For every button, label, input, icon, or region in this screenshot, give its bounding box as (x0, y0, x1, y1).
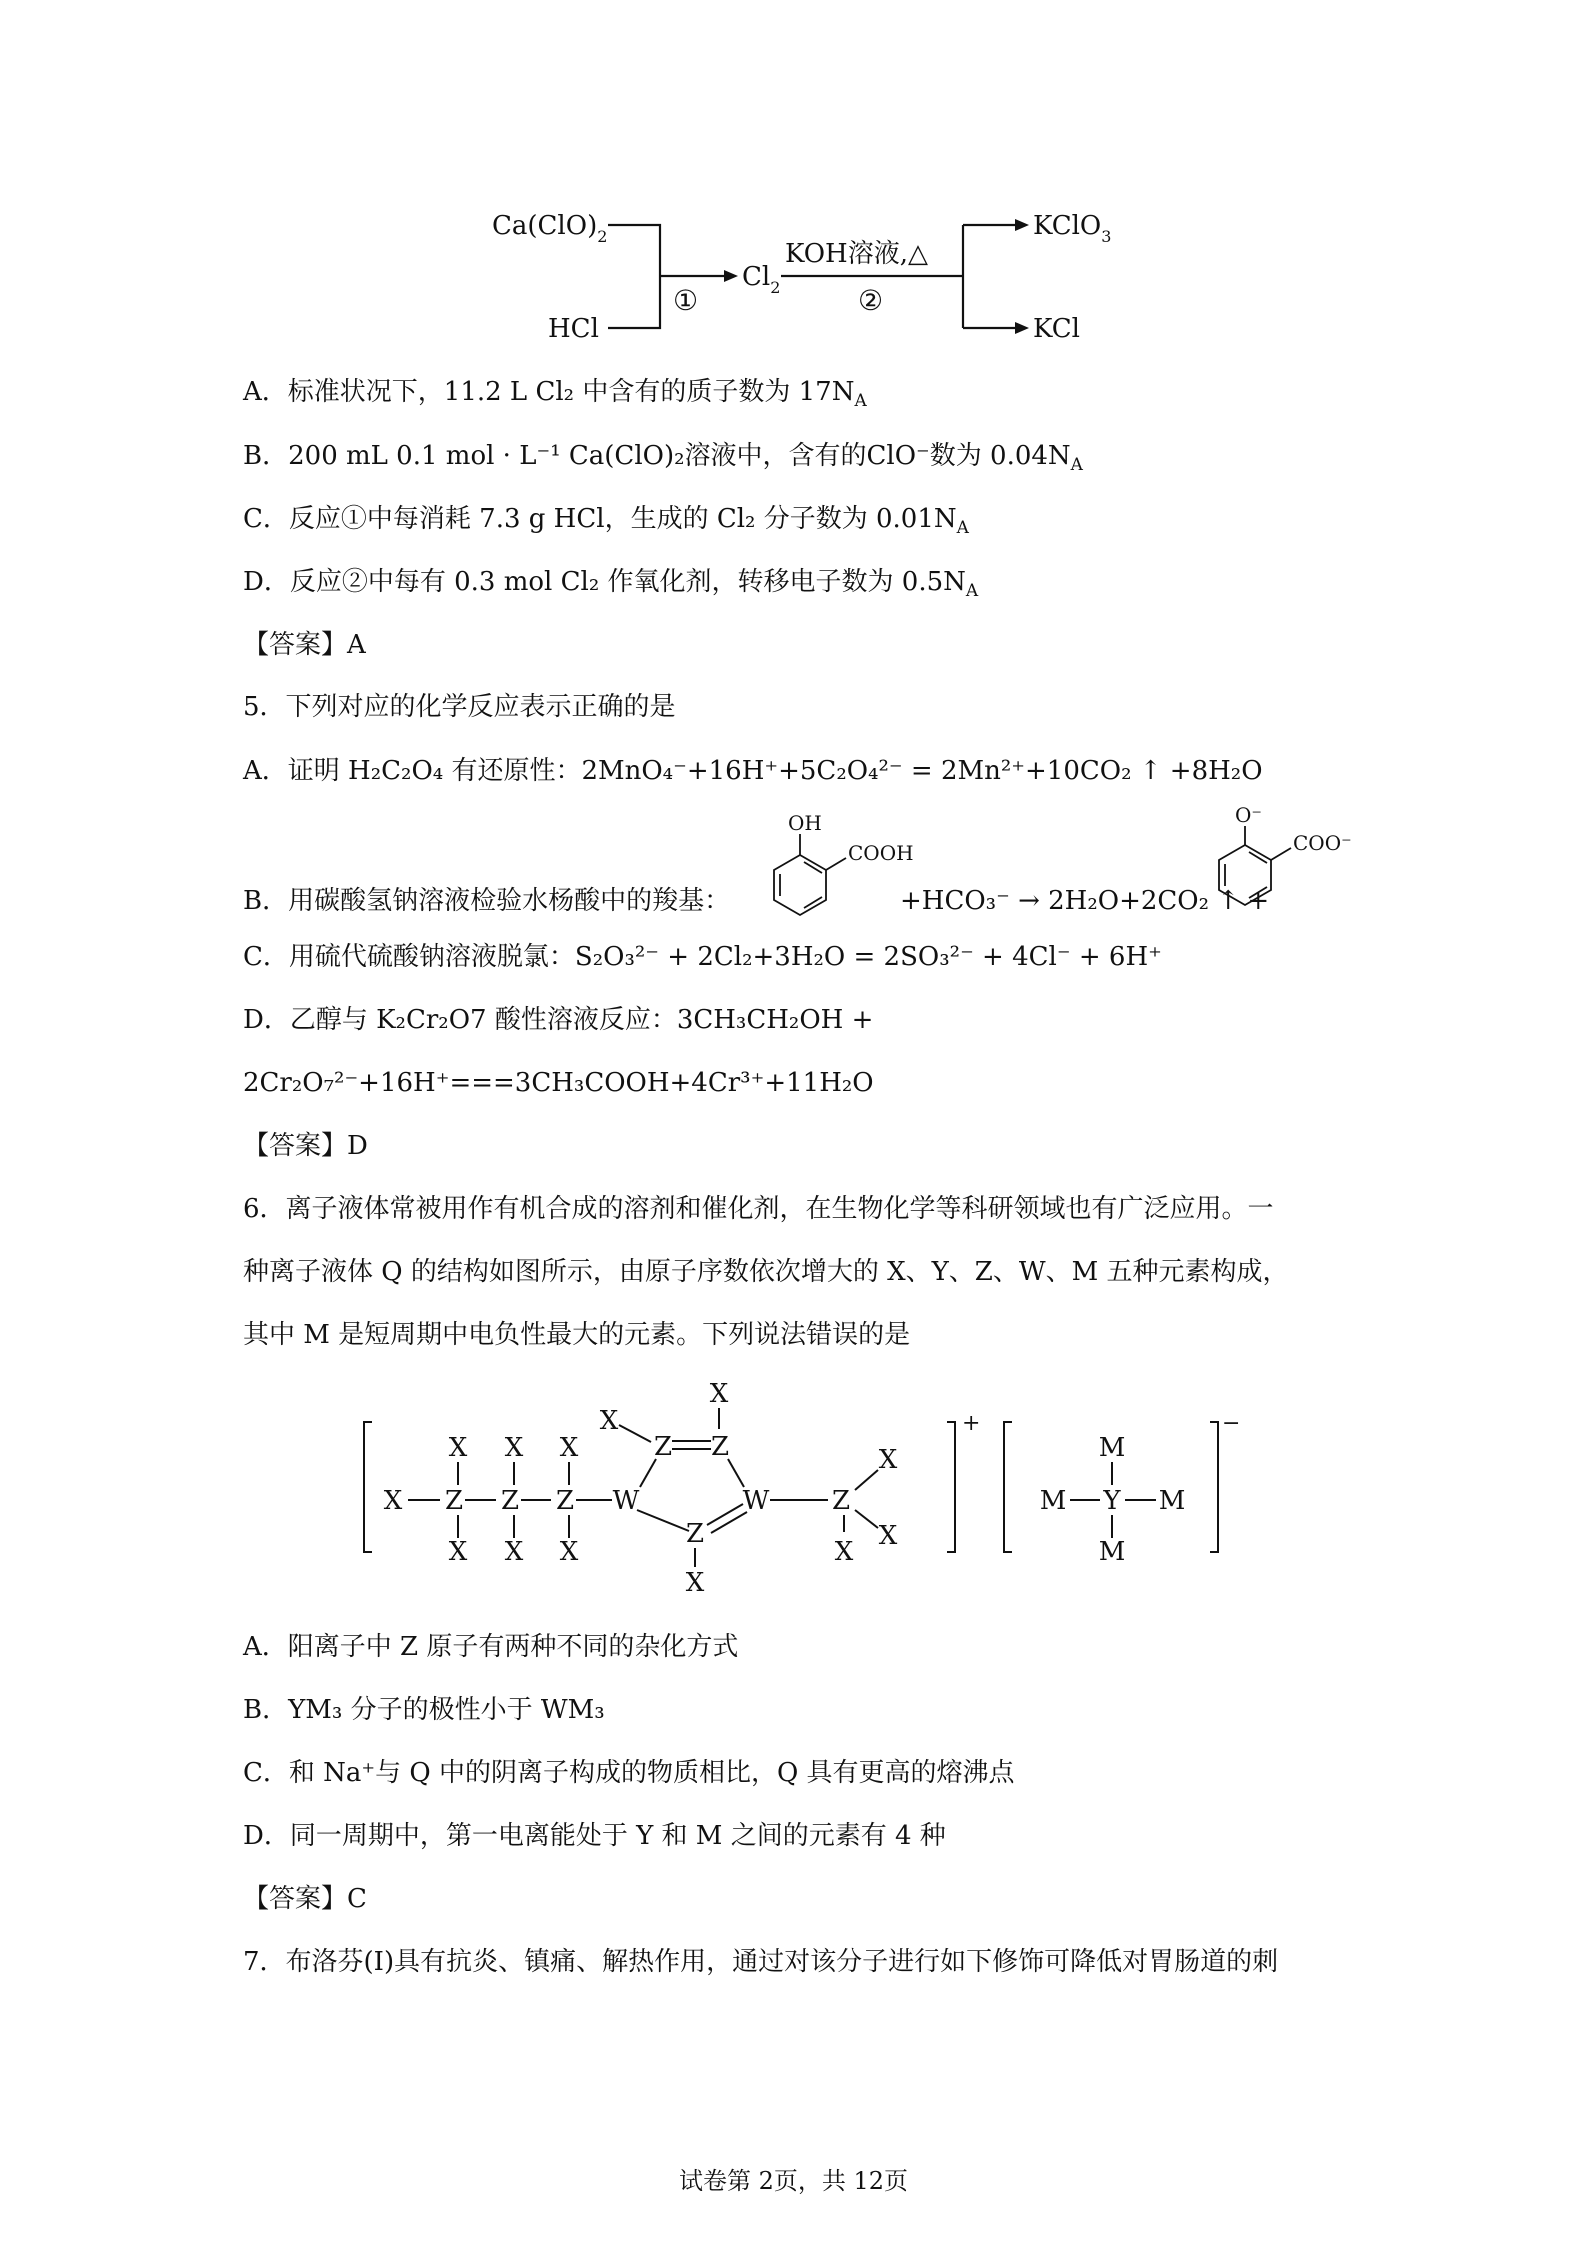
salicylate-structure (1205, 800, 1380, 920)
atom-x: X (878, 1521, 898, 1551)
q7-stem: 7．布洛芬(I)具有抗炎、镇痛、解热作用，通过对该分子进行如下修饰可降低对胃肠道的刺 (243, 1947, 1279, 1977)
reactant-hcl: HCl (548, 314, 599, 344)
q6-stem-line2: 种离子液体 Q 的结构如图所示，由原子序数依次增大的 X、Y、Z、W、M 五种元素构成， (243, 1257, 1289, 1287)
atom-z: Z (653, 1432, 673, 1462)
q6-option-d: D．同一周期中，第一电离能处于 Y 和 M 之间的元素有 4 种 (243, 1821, 946, 1851)
reaction-scheme-diagram (480, 200, 1120, 350)
q6-stem-line1: 6．离子液体常被用作有机合成的溶剂和催化剂，在生物化学等科研领域也有广泛应用。一 (243, 1194, 1274, 1224)
atom-z: Z (500, 1486, 520, 1516)
atom-x: X (504, 1537, 524, 1567)
atom-z: Z (710, 1432, 730, 1462)
atom-z: Z (831, 1486, 851, 1516)
ominus-group-label: O⁻ (1235, 803, 1262, 827)
atom-x: X (448, 1433, 468, 1463)
atom-m: M (1098, 1537, 1126, 1567)
ionic-liquid-structure (350, 1370, 1250, 1610)
step-1-label: ① (673, 284, 699, 317)
atom-w: W (742, 1486, 770, 1516)
q4-option-b: B．200 mL 0.1 mol · L⁻¹ Ca(ClO)₂溶液中，含有的ClO⁻数为 $0.04N_A$ (243, 441, 1083, 476)
salicylic-acid-structure (760, 810, 920, 920)
page-footer: 试卷第 2页，共 12页 (678, 2167, 909, 2195)
q6-option-b: B．YM₃ 分子的极性小于 WM₃ (243, 1695, 605, 1725)
atom-m: M (1098, 1433, 1126, 1463)
atom-m: M (1039, 1486, 1067, 1516)
reactant-caclo2: $Ca(ClO)_2$ (492, 211, 608, 246)
coominus-group-label: COO⁻ (1293, 831, 1352, 855)
q5-option-c: C．用硫代硫酸钠溶液脱氯：S₂O₃²⁻ + 2Cl₂+3H₂O = 2SO₃²⁻ + 4Cl⁻ + 6H⁺ (243, 942, 1162, 972)
atom-x: X (559, 1433, 579, 1463)
reaction-condition: KOH溶液,△ (785, 239, 928, 269)
atom-x: X (599, 1406, 619, 1436)
atom-x: X (559, 1537, 579, 1567)
q5-option-b-equation: +HCO₃⁻ → 2H₂O+2CO₂ ↑ + (900, 886, 1270, 916)
q6-option-a: A．阳离子中 Z 原子有两种不同的杂化方式 (243, 1632, 739, 1662)
q4-option-d: D．反应②中每有 0.3 mol Cl₂ 作氧化剂，转移电子数为 $0.5N_A$ (243, 567, 979, 602)
intermediate-cl2: $Cl_2$ (742, 262, 781, 297)
atom-m: M (1158, 1486, 1186, 1516)
atom-x: X (878, 1445, 898, 1475)
product-kcl: KCl (1033, 314, 1080, 344)
anion-charge: − (1222, 1411, 1241, 1436)
atom-x: X (383, 1486, 403, 1516)
q5-option-d-line2: 2Cr₂O₇²⁻+16H⁺===3CH₃COOH+4Cr³⁺+11H₂O (243, 1068, 874, 1098)
atom-w: W (612, 1486, 640, 1516)
oh-group-label: OH (788, 811, 822, 835)
q4-answer: 【答案】A (243, 630, 366, 660)
atom-x: X (448, 1537, 468, 1567)
q4-option-a: A．标准状况下，11.2 L Cl₂ 中含有的质子数为 $17N_A$ (243, 377, 867, 412)
q4-option-c: C．反应①中每消耗 7.3 g HCl，生成的 Cl₂ 分子数为 $0.01N_A$ (243, 504, 969, 539)
atom-z: Z (685, 1519, 705, 1549)
q5-option-a: A．证明 H₂C₂O₄ 有还原性：2MnO₄⁻+16H⁺+5C₂O₄²⁻ = 2Mn²⁺+10CO₂ ↑ +8H₂O (243, 756, 1263, 786)
q5-option-b-prefix: B．用碳酸氢钠溶液检验水杨酸中的羧基： (243, 886, 731, 916)
cooh-group-label: COOH (848, 841, 914, 865)
q5-option-d-line1: D．乙醇与 K₂Cr₂O7 酸性溶液反应：3CH₃CH₂OH + (243, 1005, 874, 1035)
q6-answer: 【答案】C (243, 1884, 367, 1914)
product-kclo3: KClO$_3$ (1033, 211, 1112, 246)
atom-x: X (504, 1433, 524, 1463)
q5-answer: 【答案】D (243, 1131, 368, 1161)
q6-stem-line3: 其中 M 是短周期中电负性最大的元素。下列说法错误的是 (243, 1320, 911, 1350)
cation-charge: + (962, 1411, 981, 1436)
atom-x: X (834, 1537, 854, 1567)
atom-x: X (709, 1379, 729, 1409)
atom-y: Y (1103, 1486, 1121, 1516)
atom-z: Z (555, 1486, 575, 1516)
q5-stem: 5．下列对应的化学反应表示正确的是 (243, 692, 676, 722)
atom-x: X (685, 1568, 705, 1598)
q6-option-c: C．和 Na⁺与 Q 中的阴离子构成的物质相比，Q 具有更高的熔沸点 (243, 1758, 1015, 1788)
atom-z: Z (444, 1486, 464, 1516)
step-2-label: ② (858, 284, 884, 317)
